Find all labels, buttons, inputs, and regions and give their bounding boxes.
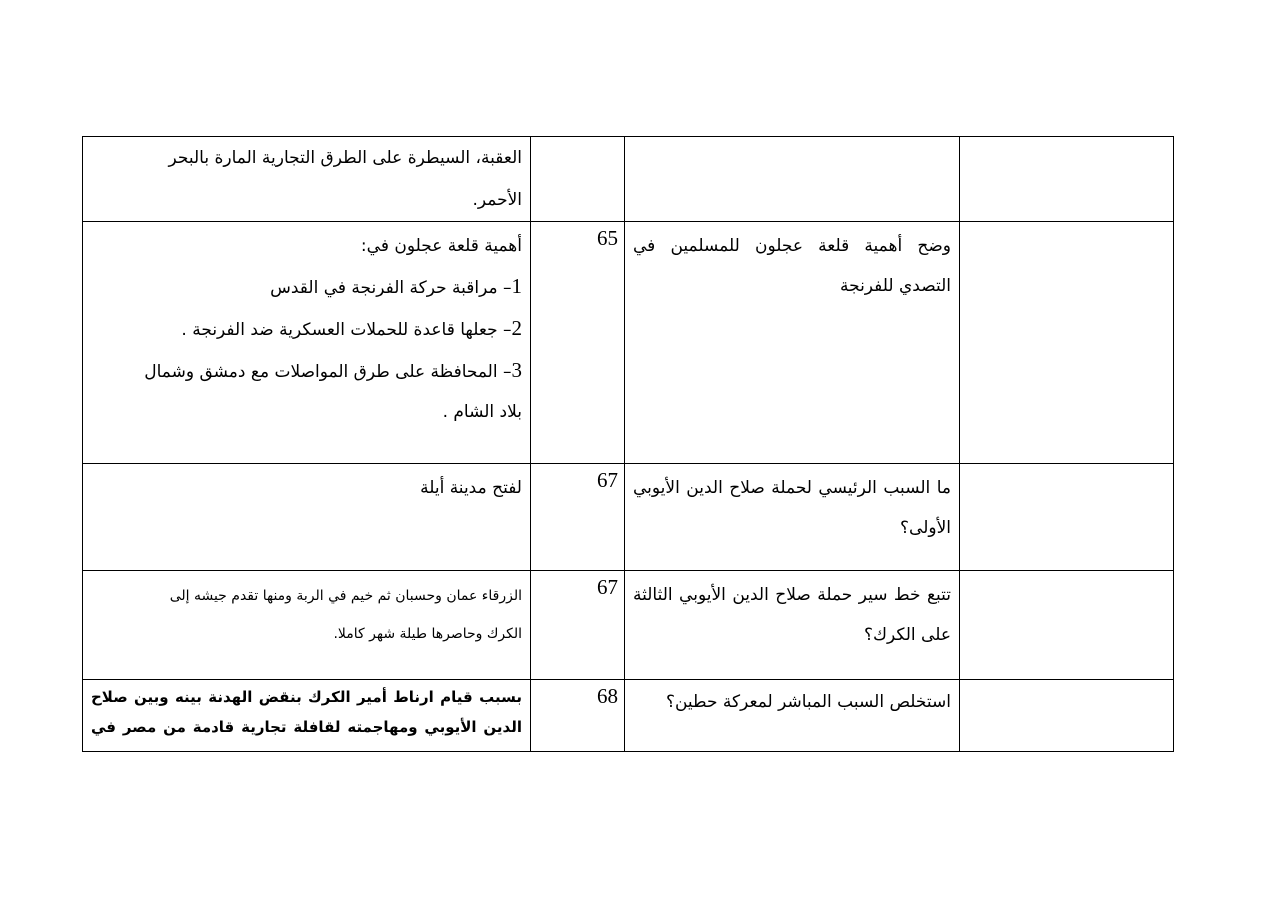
table-row bbox=[83, 571, 1174, 680]
answer-line: الدين الأيوبي ومهاجمته لقافلة تجارية قادمة من مصر في bbox=[91, 718, 522, 736]
questions-table bbox=[82, 136, 1174, 752]
table-row bbox=[83, 137, 1174, 222]
question-cell bbox=[625, 137, 960, 222]
page-number: 67 bbox=[597, 468, 618, 492]
question-cell bbox=[625, 571, 960, 680]
answer-text: لفتح مدينة أيلة bbox=[420, 478, 522, 498]
page-cell bbox=[531, 137, 625, 222]
question-cell bbox=[625, 680, 960, 752]
question-text: وضح أهمية قلعة عجلون للمسلمين في التصدي للفرنجة bbox=[633, 236, 951, 296]
answer-cell bbox=[83, 571, 531, 680]
page-cell bbox=[531, 680, 625, 752]
question-cell bbox=[625, 464, 960, 571]
answer-item: 2– جعلها قاعدة للحملات العسكرية ضد الفرنجة . bbox=[181, 316, 522, 340]
question-text: استخلص السبب المباشر لمعركة حطين؟ bbox=[665, 692, 951, 712]
page-number: 67 bbox=[597, 575, 618, 599]
page-number: 68 bbox=[597, 684, 618, 708]
answer-line: بسبب قيام ارناط أمير الكرك بنقض الهدنة بينه وبين صلاح bbox=[91, 688, 522, 706]
answer-line: الأحمر. bbox=[472, 190, 522, 210]
number-cell bbox=[960, 464, 1174, 571]
answer-cell bbox=[83, 137, 531, 222]
number-cell bbox=[960, 137, 1174, 222]
question-text: ما السبب الرئيسي لحملة صلاح الدين الأيوبي الأولى؟ bbox=[633, 478, 951, 538]
answer-heading: أهمية قلعة عجلون في: bbox=[360, 236, 522, 256]
answer-item: 1– مراقبة حركة الفرنجة في القدس bbox=[270, 274, 522, 298]
answer-cell bbox=[83, 680, 531, 752]
number-cell bbox=[960, 571, 1174, 680]
page-cell bbox=[531, 464, 625, 571]
answer-item: 3– المحافظة على طرق المواصلات مع دمشق وشمال bbox=[144, 358, 522, 382]
table-row bbox=[83, 680, 1174, 752]
answer-cell bbox=[83, 222, 531, 464]
page-cell bbox=[531, 571, 625, 680]
page-cell bbox=[531, 222, 625, 464]
number-cell bbox=[960, 680, 1174, 752]
answer-cell bbox=[83, 464, 531, 571]
answer-tail: بلاد الشام . bbox=[442, 402, 522, 422]
table-row bbox=[83, 222, 1174, 464]
question-text: تتبع خط سير حملة صلاح الدين الأيوبي الثالثة على الكرك؟ bbox=[633, 585, 951, 645]
answer-line: الزرقاء عمان وحسبان ثم خيم في الربة ومنها تقدم جيشه إلى bbox=[169, 588, 522, 604]
answer-line: الكرك وحاصرها طيلة شهر كاملا. bbox=[333, 626, 522, 642]
table-row bbox=[83, 464, 1174, 571]
number-cell bbox=[960, 222, 1174, 464]
answer-line: العقبة، السيطرة على الطرق التجارية المارة بالبحر bbox=[168, 148, 522, 168]
page-number: 65 bbox=[597, 226, 618, 250]
question-cell bbox=[625, 222, 960, 464]
